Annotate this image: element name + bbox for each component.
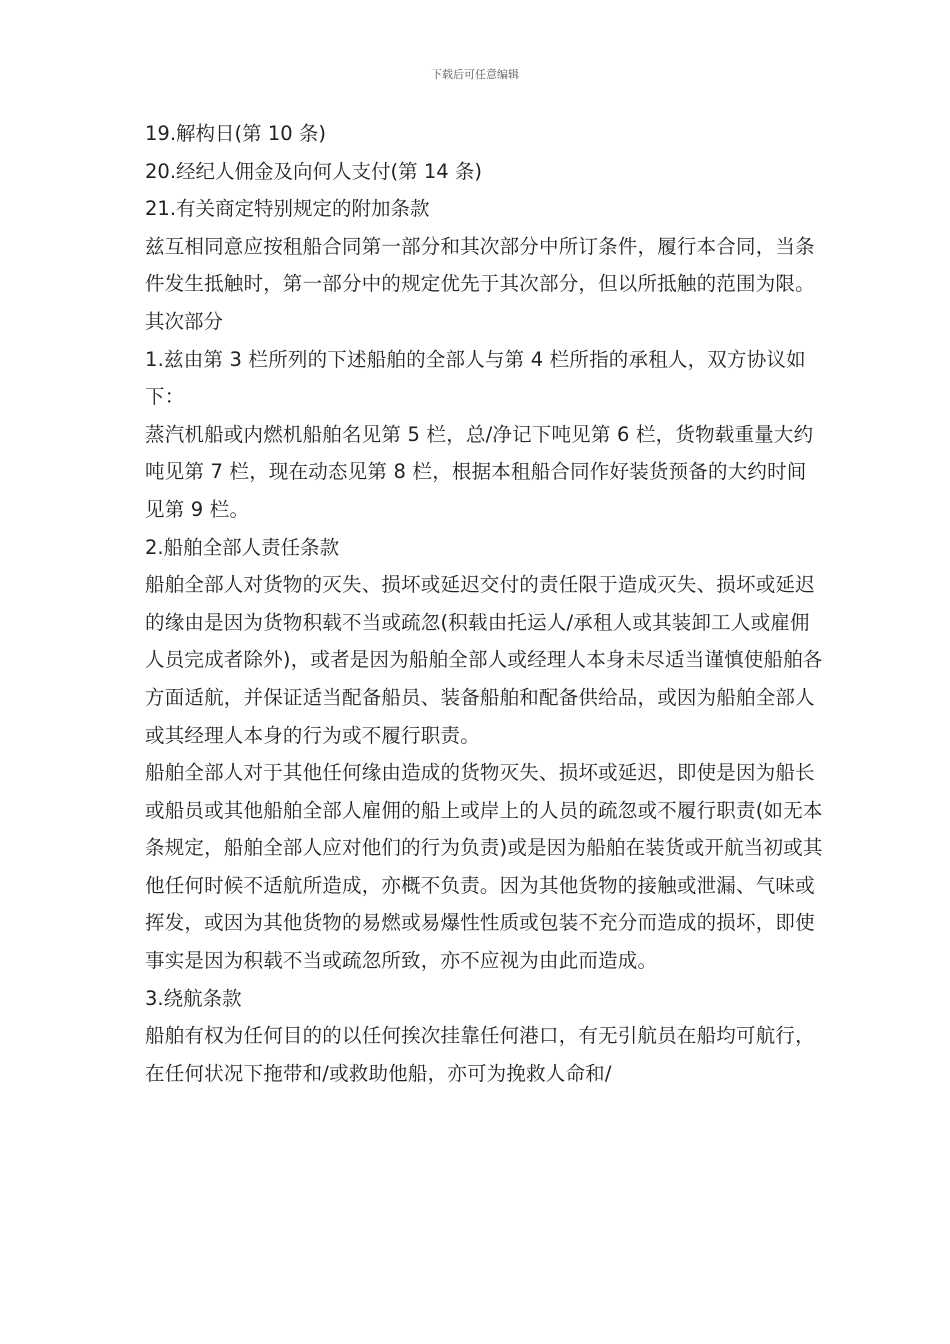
paragraph-item-21: 21.有关商定特别规定的附加条款 [145,197,430,221]
clause-2-heading: 2.船舶全部人责任条款 [145,535,340,559]
page-header: 下载后可任意编辑 [431,68,519,81]
clause-3-heading: 3.绕航条款 [145,986,242,1010]
agreement-paragraph: 兹互相同意应按租船合同第一部分和其次部分中所订条件，履行本合同，当条件发生抵触时，第一部分中的规定优先于其次部分，但以所抵触的范围为限。 [145,234,815,296]
clause-3-body: 船舶有权为任何目的的以任何挨次挂靠任何港口，有无引航员在船均可航行，在任何状况下拖带和/或救助他船，亦可为挽救人命和/ [145,1024,815,1085]
clause-1-heading: 1.兹由第 3 栏所列的下述船舶的全部人与第 4 栏所指的承租人，双方协议如下： [145,347,806,409]
clause-1-body: 蒸汽机船或内燃机船舶名见第 5 栏，总/净记下吨见第 6 栏，货物载重量大约吨见第 7 栏，现在动态见第 8 栏，根据本租船合同作好装货预备的大约时间见第 9 栏。 [145,422,814,521]
clause-2-paragraph-2: 船舶全部人对于其他任何缘由造成的货物灭失、损坏或延迟，即使是因为船长或船员或其他船舶全部人雇佣的船上或岸上的人员的疏忽或不履行职责(如无本条规定，船舶全部人应对他们的行为负责)或是因为船舶在装货或开航当初或其他任何时候不适航所造成，亦概不负责。因为其他货物的接触或泄漏、气味或挥发，或因为其他货物的易燃或易爆性性质或包装不充分而造成的损坏，即使事实是因为积载不当或疏忽所致，亦不应视为由此而造成。 [145,761,823,973]
clause-2-paragraph-1: 船舶全部人对货物的灭失、损坏或延迟交付的责任限于造成灭失、损坏或延迟的缘由是因为货物积载不当或疏忽(积载由托运人/承租人或其装卸工人或雇佣人员完成者除外)，或者是因为船舶全部人或经理人本身未尽适当谨慎使船舶各方面适航，并保证适当配备船员、装备船舶和配备供给品，或因为船舶全部人或其经理人本身的行为或不履行职责。 [145,573,823,747]
paragraph-item-19: 19.解构日(第 10 条) [145,122,326,145]
document-body [145,115,825,1092]
paragraph-item-20: 20.经纪人佣金及向何人支付(第 14 条) [145,159,482,183]
section-heading-part-two: 其次部分 [145,309,224,333]
